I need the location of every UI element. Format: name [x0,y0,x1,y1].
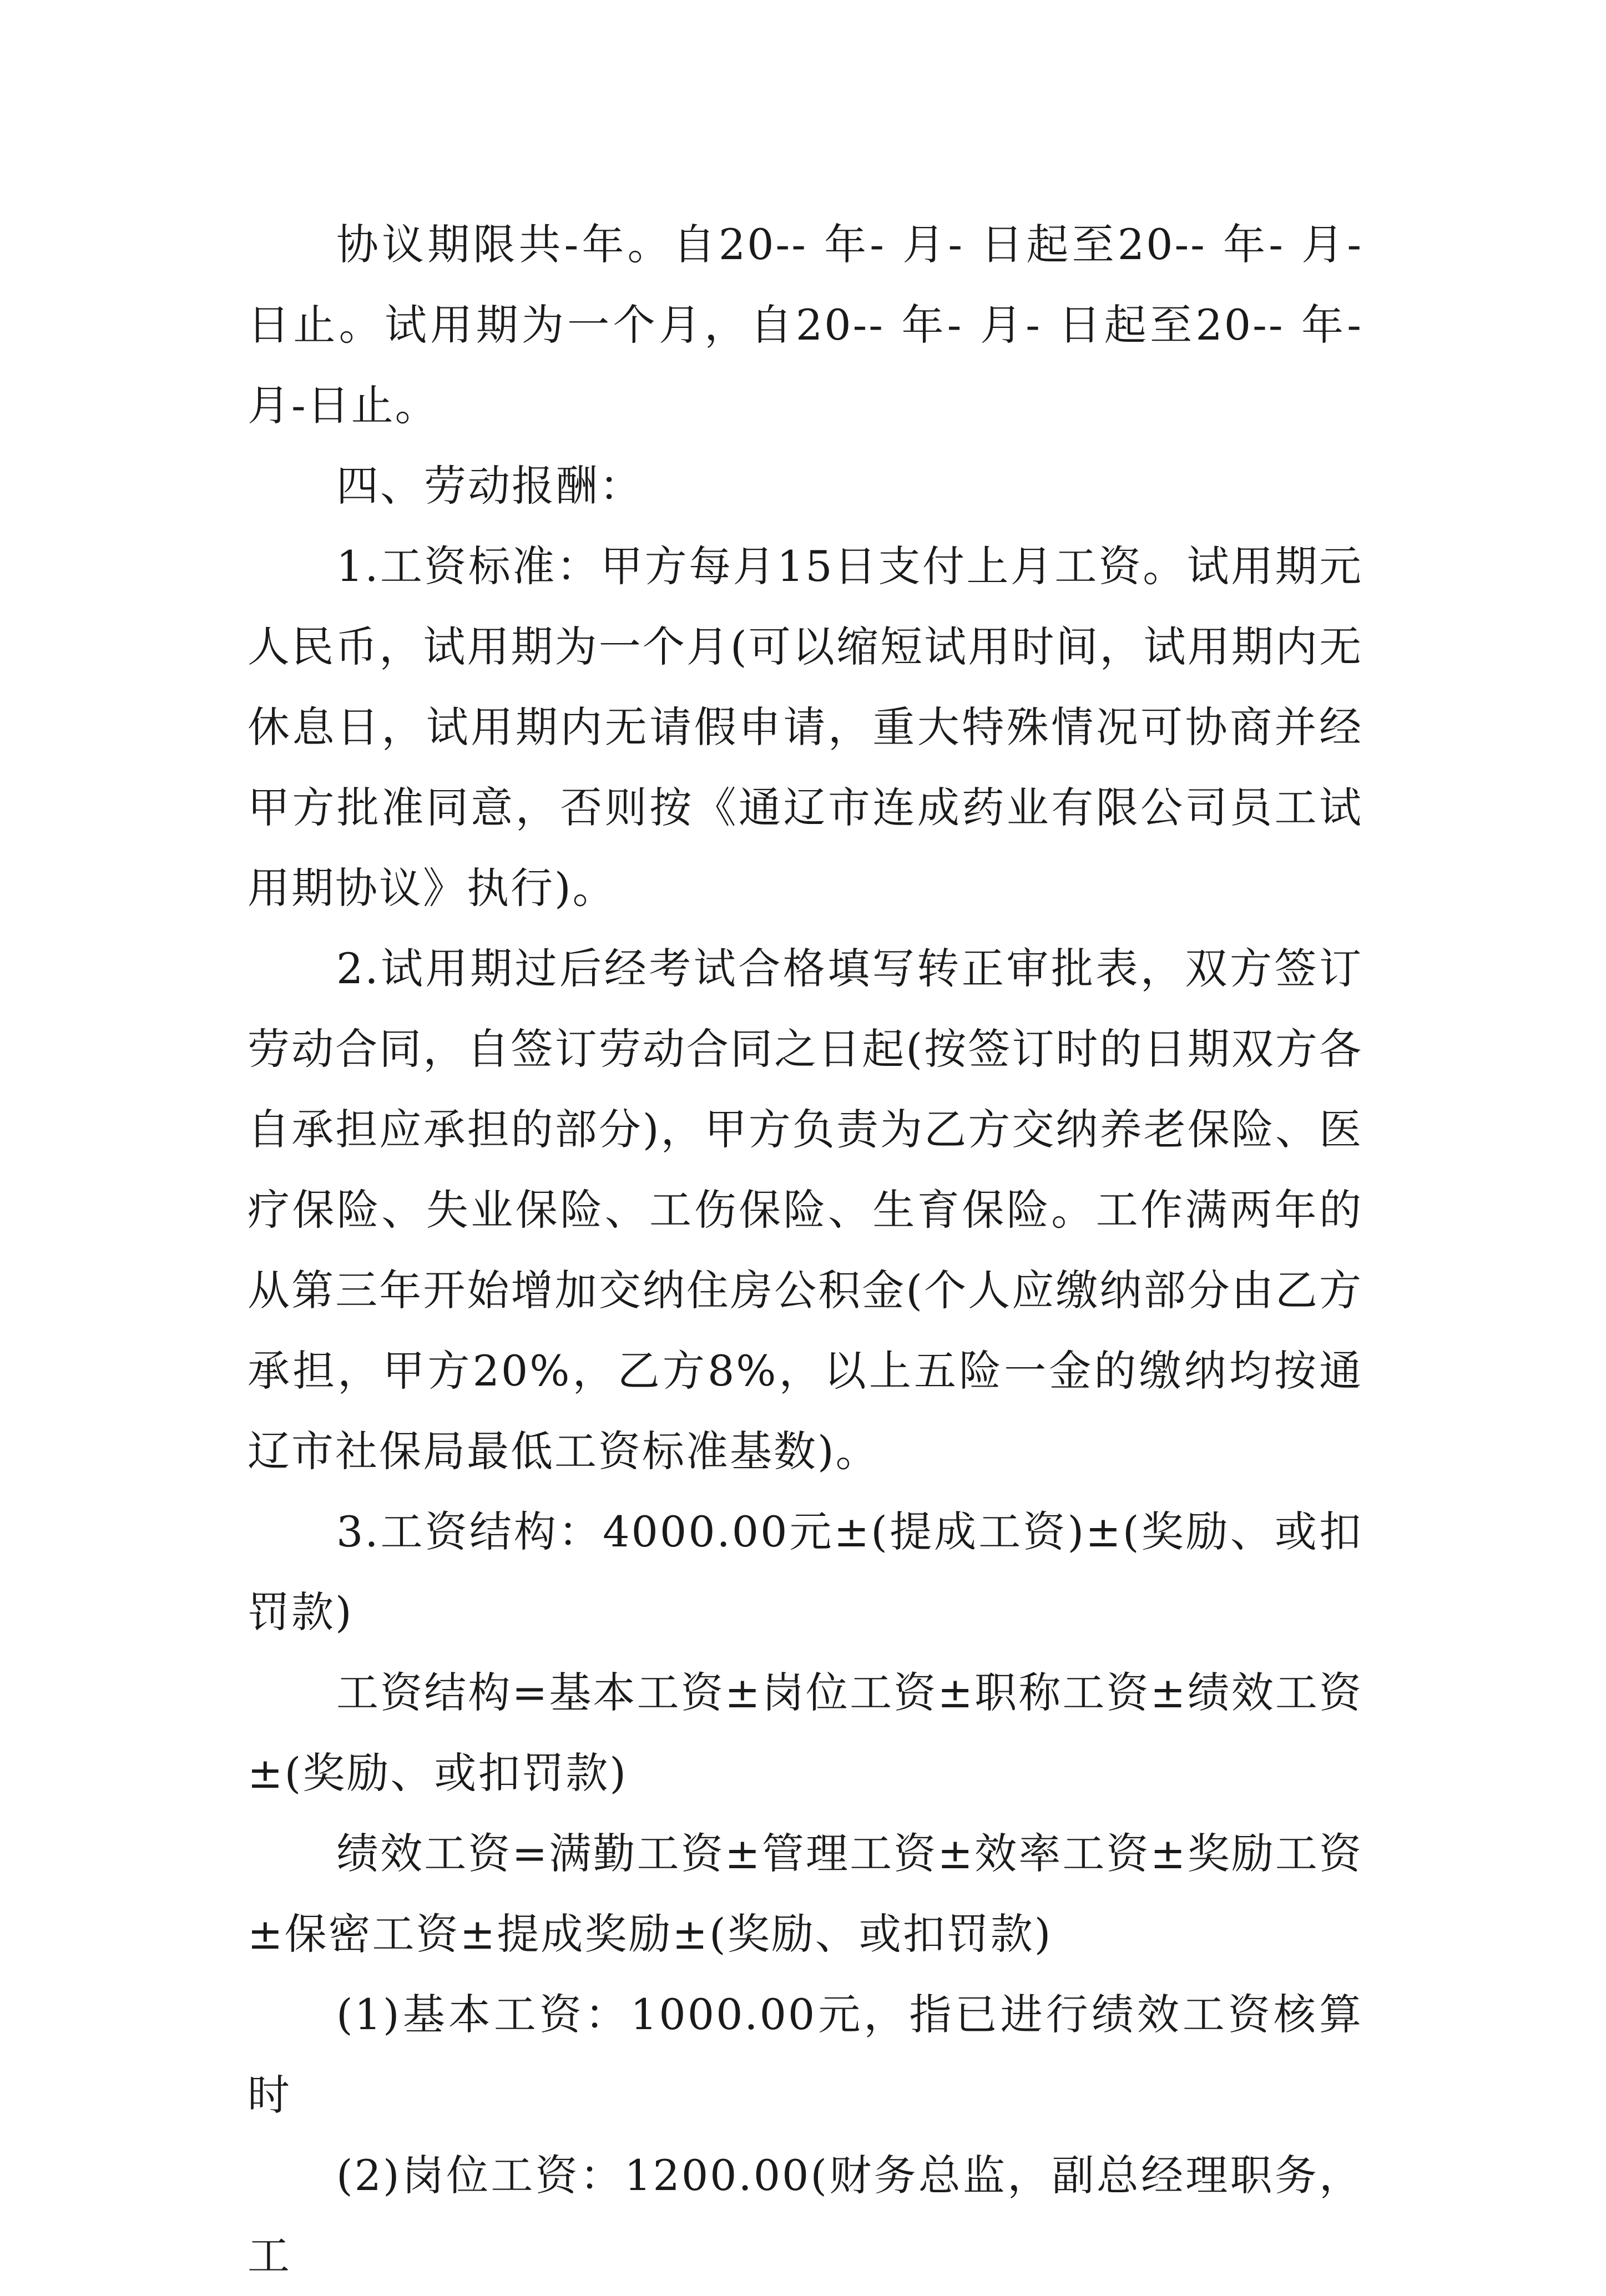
section-heading-labor-pay: 四、劳动报酬： [336,461,643,510]
paragraph-agreement-term: 协议期限共-年。自20-- 年- 月- 日起至20-- 年- 月-日止。试用期为一个月，自20-- 年- 月- 日起至20-- 年-月-日止。 [248,220,1363,430]
paragraph-performance-formula: 绩效工资=满勤工资±管理工资±效率工资±奖励工资±保密工资±提成奖励±(奖励、或扣罚款) [248,1829,1363,1959]
paragraph-after-probation: 2.试用期过后经考试合格填写转正审批表，双方签订劳动合同，自签订劳动合同之日起(按签订时的日期双方各自承担应承担的部分)，甲方负责为乙方交纳养老保险、医疗保险、失业保险、工伤保险、生育保险。工作满两年的从第三年开始增加交纳住房公积金(个人应缴纳部分由乙方承担，甲方20%，乙方8%，以上五险一金的缴纳均按通辽市社保局最低工资标准基数)。 [248,944,1363,1476]
paragraph-base-wage: (1)基本工资：1000.00元，指已进行绩效工资核算时 [248,1990,1363,2120]
document-body [248,204,1363,2296]
paragraph-position-wage: (2)岗位工资：1200.00(财务总监，副总经理职务，工 [248,2151,1363,2280]
paragraph-wage-structure: 3.工资结构：4000.00元±(提成工资)±(奖励、或扣罚款) [248,1507,1363,1637]
paragraph-wage-standard: 1.工资标准：甲方每月15日支付上月工资。试用期元人民币，试用期为一个月(可以缩短试用时间，试用期内无休息日，试用期内无请假申请，重大特殊情况可协商并经甲方批准同意，否则按《通辽市连成药业有限公司员工试用期协议》执行)。 [248,542,1363,913]
paragraph-wage-formula: 工资结构=基本工资±岗位工资±职称工资±绩效工资±(奖励、或扣罚款) [248,1668,1363,1798]
